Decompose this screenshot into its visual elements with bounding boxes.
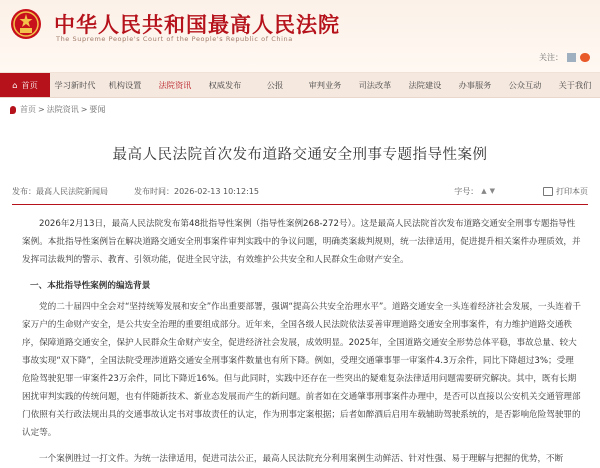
home-icon: ⌂ bbox=[12, 80, 18, 90]
qrcode-icon[interactable] bbox=[567, 53, 576, 62]
nav-item-court-news[interactable]: 法院资讯 bbox=[158, 80, 192, 90]
nav-item-gazette[interactable]: 公报 bbox=[266, 80, 284, 90]
site-header bbox=[0, 0, 600, 73]
nav-home[interactable] bbox=[0, 73, 50, 97]
nav-item-study[interactable]: 学习新时代 bbox=[54, 80, 96, 90]
paragraph: 2026年2月13日，最高人民法院发布第48批指导性案例（指导性案例268-272号）。这是最高人民法院首次发布道路交通安全刑事专题指导性案例。本批指导性案例旨在解决道路交通安全刑事案件审判实践中的争议问题，明确类案裁判规则，统一法律适用，促进提升相关案件办理质效，并发挥司法裁判的警示、教育、引领功能，促进全民守法，有效维护公共安全和人民群众生命财产安全。 bbox=[22, 219, 581, 265]
site-title[interactable]: 中华人民共和国最高人民法院 bbox=[54, 13, 340, 37]
article-title: 最高人民法院首次发布道路交通安全刑事专题指导性案例 bbox=[112, 147, 488, 163]
nav-item-releases[interactable]: 权威发布 bbox=[208, 80, 242, 90]
divider bbox=[12, 204, 588, 205]
font-size-control bbox=[454, 186, 495, 197]
section-heading: 一、本批指导性案例的编选背景 bbox=[30, 281, 151, 291]
breadcrumb bbox=[0, 98, 600, 121]
print-button[interactable] bbox=[543, 186, 588, 197]
printer-icon bbox=[543, 187, 553, 196]
nav-item-reform[interactable]: 司法改革 bbox=[358, 80, 392, 90]
weibo-icon[interactable] bbox=[580, 53, 590, 62]
article-source: 发布：最高人民法院新闻局 bbox=[12, 186, 108, 196]
location-icon bbox=[10, 106, 16, 114]
print-label: 打印本页 bbox=[556, 186, 588, 196]
breadcrumb-home[interactable]: 首页 bbox=[20, 105, 36, 114]
nav-item-services[interactable]: 办事服务 bbox=[458, 80, 492, 90]
nav-item-organization[interactable]: 机构设置 bbox=[108, 80, 142, 90]
breadcrumb-headlines[interactable]: 要闻 bbox=[89, 105, 106, 114]
follow-label: 关注： bbox=[539, 53, 563, 62]
follow-bar bbox=[539, 52, 590, 63]
breadcrumb-sep: > bbox=[80, 105, 88, 114]
nav-item-construction[interactable]: 法院建设 bbox=[408, 80, 442, 90]
site-subtitle: The Supreme People's Court of the People's Republic of China bbox=[56, 35, 293, 43]
article-meta bbox=[0, 184, 600, 198]
nav-item-trial[interactable]: 审判业务 bbox=[308, 80, 342, 90]
article-time: 发布时间：2026-02-13 10:12:15 bbox=[134, 186, 259, 196]
paragraph: 党的二十届四中全会对“坚持统筹发展和安全”作出重要部署，强调“提高公共安全治理水平”。道路交通安全一头连着经济社会发展，一头连着千家万户的生命财产安全，是公共安全治理的重要组成部分。近年来，全国各级人民法院依法妥善审理道路交通安全刑事案件，有力维护道路交通秩序，保障道路交通安全，保护人民群众生命财产安全，促进经济社会发展，成效明显。2025年，全国道路交通安全形势总体平稳，事故总量、较大事故实现“双下降”，全国法院受理涉道路交通安全刑事案件数量也有所下降。例如，受理交通肇事罪一审案件4.3万余件，同比下降超过3%；受理危险驾驶犯罪一审案件23万余件，同比下降近16%。但与此同时，实践中还存在一些突出的疑难复杂法律适用问题需要研究解决。其中，既有长期困扰审判实践的传统问题，也有伴随新技术、新业态发展而产生的新问题。前者如在交通肇事刑事案件办理中，是否可以直接以公安机关交通管理部门依照有关行政法规出具的交通事故认定书对事故责任的认定，作为刑事定案根据；后者如醉酒后启用车载辅助驾驶系统的，是否影响危险驾驶罪的认定等。 bbox=[22, 302, 582, 438]
nav-home-label: 首页 bbox=[21, 79, 38, 90]
article-body bbox=[0, 215, 600, 468]
national-emblem-icon bbox=[10, 8, 42, 40]
nav-item-about[interactable]: 关于我们 bbox=[558, 80, 592, 90]
font-size-down-icon[interactable]: ▼ bbox=[489, 187, 495, 195]
breadcrumb-sep: > bbox=[38, 105, 45, 114]
breadcrumb-court-news[interactable]: 法院资讯 bbox=[46, 105, 79, 114]
font-size-label: 字号： bbox=[454, 186, 479, 196]
nav-item-interaction[interactable]: 公众互动 bbox=[508, 80, 542, 90]
paragraph: 一个案例胜过一打文件。为统一法律适用，促进司法公正，最高人民法院充分利用案例生动鲜活、针对性强、易于理解与把握的优势，不断 bbox=[39, 454, 564, 464]
font-size-up-icon[interactable]: ▲ bbox=[481, 187, 487, 195]
main-nav bbox=[0, 73, 600, 98]
